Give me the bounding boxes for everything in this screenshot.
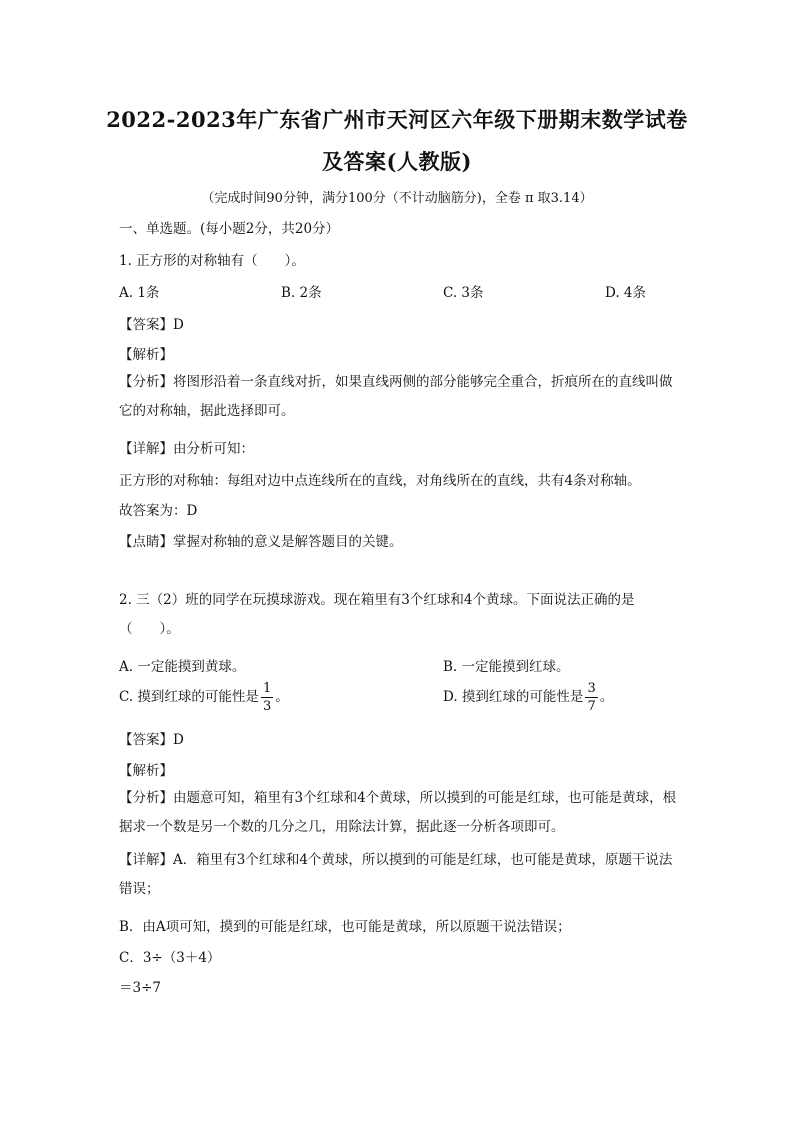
fraction-three-sevenths [585,682,597,713]
question-2-option-d-text: D. 摸到红球的可能性是 [443,689,584,705]
question-2-option-b: B. 一定能摸到红球。 [443,659,570,675]
fraction-numerator: 3 [587,681,596,696]
document-title-line1: 2022-2023年广东省广州市天河区六年级下册期末数学试卷 [106,107,688,132]
question-2-detail-c-line2: ＝3÷7 [119,980,161,996]
question-2-option-c [119,682,289,713]
document-title-line2: 及答案(人教版) [322,149,472,174]
question-2-option-c-text: C. 摸到红球的可能性是 [119,689,259,705]
question-2-detail-a: 【详解】A．箱里有3个红球和4个黄球，所以摸到的可能是红球，也可能是黄球，原题干说法错误； [119,852,673,897]
question-2-detail-c-line1: C．3÷（3＋4） [119,950,221,966]
question-1-tip: 【点睛】掌握对称轴的意义是解答题目的关键。 [119,534,403,550]
question-2-analysis: 【分析】由题意可知，箱里有3个红球和4个黄球，所以摸到的可能是红球，也可能是黄球，根据求一个数是另一个数的几分之几，用除法计算，据此逐一分析各项即可。 [119,790,677,835]
section-heading: 一、单选题。(每小题2分，共20分） [119,221,340,237]
fraction-denominator: 7 [587,699,596,714]
fraction-numerator: 1 [262,681,272,696]
question-2-option-d-suffix: 。 [599,689,614,705]
fraction-one-third [261,682,273,713]
question-1-analysis-heading: 【解析】 [119,347,173,363]
question-1-analysis: 【分析】将图形沿着一条直线对折，如果直线两侧的部分能够完全重合，折痕所在的直线叫做它的对称轴，据此选择即可。 [119,374,673,419]
question-1-option-b: B. 2条 [281,285,322,301]
question-1-stem: 1. 正方形的对称轴有（ ）。 [119,253,305,269]
question-2-option-a: A. 一定能摸到黄球。 [119,659,246,675]
question-2-detail-b: B．由A项可知，摸到的可能是红球，也可能是黄球，所以原题干说法错误； [119,919,571,935]
question-2-stem: 2. 三（2）班的同学在玩摸球游戏。现在箱里有3个红球和4个黄球。下面说法正确的是（ ）。 [119,592,635,637]
question-2-analysis-heading: 【解析】 [119,763,173,779]
question-1-option-d: D. 4条 [605,285,647,301]
fraction-denominator: 3 [262,699,272,714]
exam-instructions: （完成时间90分钟，满分100分（不计动脑筋分)，全卷 π 取3.14） [201,191,593,206]
question-1-option-c: C. 3条 [443,285,484,301]
question-1-detail-heading: 【详解】由分析可知： [119,441,254,457]
question-1-option-a: A. 1条 [119,285,160,301]
question-2-answer: 【答案】D [119,732,184,748]
question-1-detail-line2: 故答案为：D [119,503,198,519]
question-2-option-c-suffix: 。 [275,689,289,705]
question-1-detail-line1: 正方形的对称轴：每组对边中点连线所在的直线，对角线所在的直线，共有4条对称轴。 [119,473,641,489]
question-1-answer: 【答案】D [119,317,184,333]
question-2-option-d [443,682,613,713]
